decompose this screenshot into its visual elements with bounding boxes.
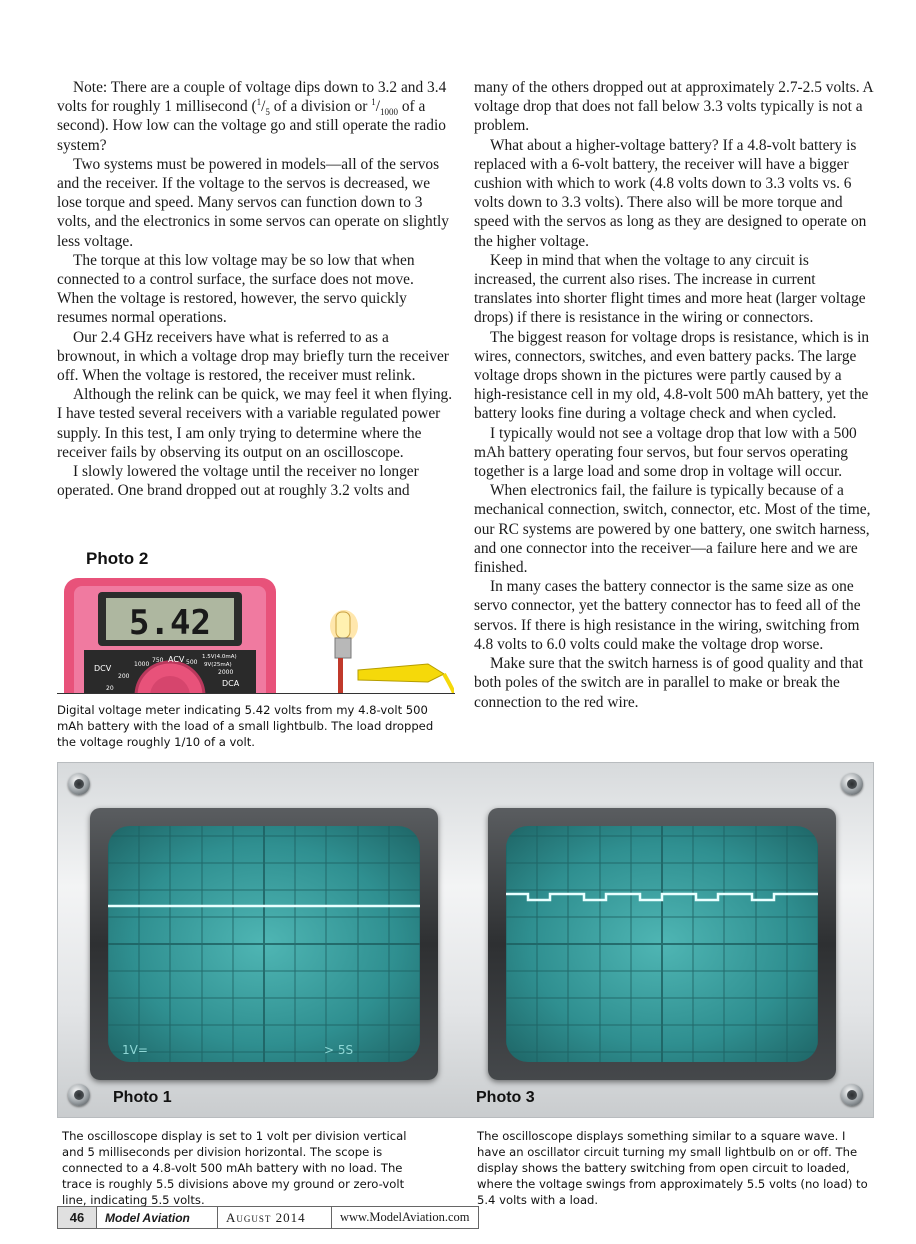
photo1-scale-right: > 5S: [324, 1043, 354, 1057]
magazine-name: Model Aviation: [97, 1207, 218, 1228]
paragraph: I typically would not see a voltage drop that low with a 500 mAh battery operating four servos, but four servos operating together is a large load and some drop in voltage will occur.: [474, 424, 857, 481]
photo2-label: Photo 2: [86, 549, 149, 568]
page-footer: [57, 1206, 479, 1229]
paragraph: many of the others dropped out at approximately 2.7-2.5 volts. A voltage drop that does not fall below 3.3 volts typically is not a problem.: [474, 79, 873, 135]
meter-label-2000: 2000: [218, 669, 234, 676]
paragraph: What about a higher-voltage battery? If a 4.8-volt battery is replaced with a 6-volt battery, the receiver will have a bigger cushion with which to work (4.8 volts down to 3.3 volts vs. 6 volts down to 3.3 volts). There also will be more torque and speed with the servos as long as they are designed to operate on the higher voltage.: [474, 136, 867, 250]
photo1-scope-bezel: [90, 808, 438, 1080]
photo1-caption: The oscilloscope display is set to 1 volt per division vertical and 5 milliseconds per division horizontal. The scope is connected to a 4.8-volt 500 mAh battery with no load. The trace is roughly 5.5 divisions above my ground or zero-volt line, indicating 5.5 volts.: [62, 1129, 407, 1207]
paragraph: Although the relink can be quick, we may feel it when flying. I have tested several receivers with a variable regulated power supply. In this test, I am only trying to determine where the receiver fails by observing its output on an oscilloscope.: [57, 386, 453, 461]
photo3-caption: The oscilloscope displays something similar to a square wave. I have an oscillator circuit turning my small lightbulb on or off. The display shows the battery switching from open circuit to loaded, where the voltage swings from approximately 5.5 volts (no load) to 5.4 volts with a load.: [477, 1129, 868, 1207]
photo2-voltmeter-image: [58, 578, 454, 693]
photo3-scope-graticule: [506, 826, 818, 1062]
photo3-square-wave-trace: [506, 894, 818, 900]
meter-label-20: 20: [106, 685, 114, 692]
red-wire: [338, 658, 343, 693]
page-number: 46: [58, 1207, 97, 1228]
yellow-wire: [444, 674, 454, 693]
meter-label-500: 500: [186, 659, 198, 666]
photo3-scope-bezel: [488, 808, 836, 1080]
grid-lines: [506, 826, 818, 1062]
meter-label-dcv: DCV: [94, 664, 112, 673]
paragraph: When electronics fail, the failure is typically because of a mechanical connection, switch, connector, etc. Most of the time, our RC systems are powered by one battery, one switch harness, and one connector into the receiver—a failure here and we are finished.: [474, 482, 871, 577]
photo3-scope-screen: [506, 826, 818, 1062]
screw-icon: [68, 773, 90, 795]
photo2-divider: [57, 693, 455, 694]
screw-icon: [841, 1084, 863, 1106]
screw-icon: [68, 1084, 90, 1106]
paragraph: I slowly lowered the voltage until the receiver no longer operated. One brand dropped out at roughly 3.2 volts and: [57, 463, 419, 500]
paragraph: Our 2.4 GHz receivers have what is referred to as a brownout, in which a voltage drop may briefly turn the receiver off. When the voltage is restored, the receiver must relink.: [57, 328, 449, 385]
issue-date: August 2014: [218, 1207, 332, 1228]
meter-label-dca: DCA: [222, 679, 240, 688]
paragraph: The biggest reason for voltage drops is resistance, which is in wires, connectors, switches, and even battery packs. The large voltage drops shown in the pictures were partly caused by a high-resistance cell in my old, 4.8-volt 500 mAh battery, yet the battery looks fine during a voltage check and when cycled.: [474, 328, 870, 423]
meter-label-200: 200: [118, 673, 130, 680]
photo3-label: Photo 3: [476, 1089, 535, 1106]
paragraph: Two systems must be powered in models—all of the servos and the receiver. If the voltage to the servos is decreased, we lose torque and speed. Many servos can function down to 3 volts, and the electronics in some servos can operate on slightly less voltage.: [57, 155, 449, 250]
meter-label-9v: 9V(25mA): [204, 662, 232, 668]
photo1-scope-screen: [108, 826, 420, 1062]
yellow-clip: [358, 664, 444, 682]
lcd-reading: 5.42: [129, 603, 211, 643]
photo1-label: Photo 1: [113, 1089, 172, 1106]
screw-icon: [841, 773, 863, 795]
left-text-column: [57, 78, 454, 500]
lightbulb-base: [335, 638, 351, 658]
meter-label-1000: 1000: [134, 661, 150, 668]
meter-label-1-5v: 1.5V(4.0mA): [202, 654, 237, 660]
meter-label-750: 750: [152, 657, 164, 664]
paragraph: The torque at this low voltage may be so low that when connected to a control surface, the surface does not move. When the voltage is restored, however, the servo quickly resumes normal operations.: [57, 251, 415, 327]
photo1-scale-left: 1V=: [122, 1043, 148, 1057]
website-link[interactable]: www.ModelAviation.com: [340, 1210, 470, 1224]
photo2-caption: Digital voltage meter indicating 5.42 volts from my 4.8-volt 500 mAh battery with the load of a small lightbulb. The load dropped the voltage roughly 1/10 of a volt.: [57, 703, 434, 749]
oscilloscope-panel: [57, 762, 874, 1118]
paragraph-note: Note: There are a couple of voltage dips down to 3.2 and 3.4 volts for roughly 1 millisecond ($^1/_5$ of a division or $^1/_{1000}$ of a second). How low can the voltage go and still operate the radio system?: [57, 79, 447, 154]
paragraph: Make sure that the switch harness is of good quality and that both poles of the switch are in parallel to make or break the connection to the red wire.: [474, 655, 864, 711]
grid-lines: [108, 826, 420, 1062]
lightbulb: [336, 612, 350, 638]
paragraph: Keep in mind that when the voltage to any circuit is increased, the current also rises. The increase in current translates into shorter flight times and more heat (larger voltage drops) if there is resistance in the wiring or connectors.: [474, 251, 866, 327]
photo1-scope-graticule: [108, 826, 420, 1062]
meter-label-acv: ACV: [168, 655, 185, 664]
right-text-column: [474, 78, 874, 712]
paragraph: In many cases the battery connector is the same size as one servo connector, yet the battery connector has to feed all of the servos. If there is high resistance in the wiring, switching from 4.8 volts to 6.0 volts could make the voltage drop worse.: [474, 578, 861, 653]
voltmeter-illustration: [58, 578, 454, 693]
